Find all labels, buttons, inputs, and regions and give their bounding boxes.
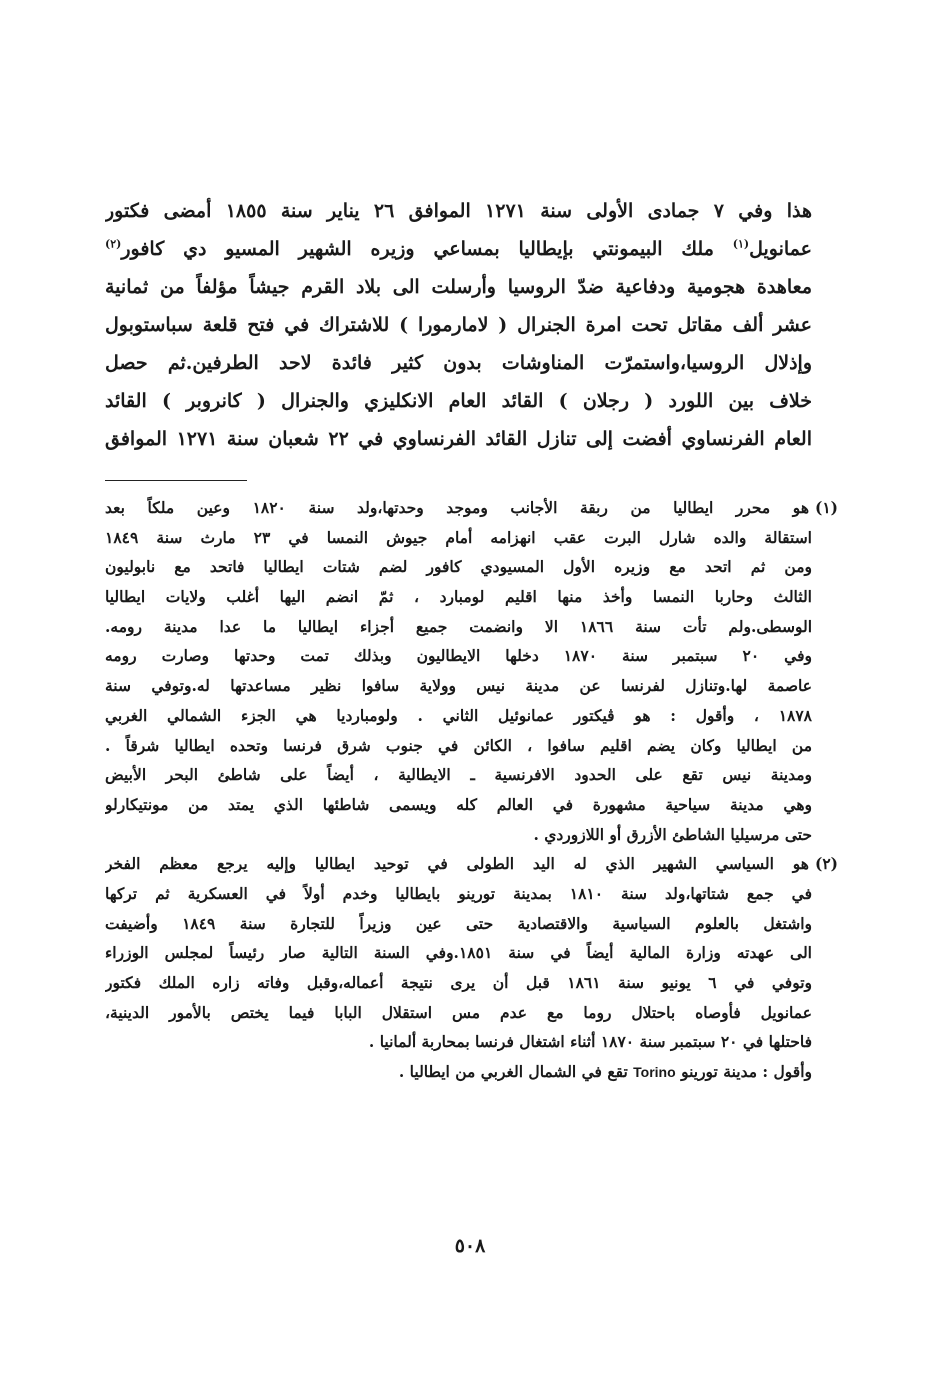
- footnote-2-marker: (٢): [814, 854, 838, 874]
- footnote-2-line-5: وتوفي في ٦ يونيو سنة ١٨٦١ قبل أن يرى نتيجة أعماله،وقبل وفاته زاره الملك فكتور: [105, 973, 812, 992]
- footnote-2-line-3: واشتغل بالعلوم السياسية والاقتصادية حتى عين وزيراً للتجارة سنة ١٨٤٩ وأضيفت: [105, 913, 812, 933]
- footnote-1-line-11: وهي مدينة سياحية مشهورة في العالم كله ويسمى شاطئها الذي يمتد من مونتيكارلو: [105, 794, 812, 814]
- footnote-1-line-1: [105, 493, 838, 523]
- footnote-1-line-5: الوسطى.ولم تأت سنة ١٨٦٦ الا وانضمت جميع أجزاء ايطاليا ما عدا مدينة رومه.: [105, 616, 812, 636]
- main-line-4: عشر ألف مقاتل تحت امرة الجنرال ( لامارمورا ) للاشتراك في فتح قلعة سباستوبول: [105, 314, 812, 336]
- footnote-1-line-8: ١٨٧٨ ، وأقول : هو ڤيكتور عمانوئيل الثاني . ولومبارديا هي الجزء الشمالي الغربي: [105, 705, 812, 725]
- footnote-1-line-3: ومن ثم اتحد مع وزيره الأول المسيودي كافور لضم شتات ايطاليا فاتحد مع نابوليون: [105, 557, 812, 577]
- main-line-1: هذا وفي ٧ جمادى الأولى سنة ١٢٧١ الموافق ٢٦ يناير سنة ١٨٥٥ أمضى فكتور: [105, 200, 812, 222]
- footnote-ref-1: (١): [732, 237, 750, 251]
- main-line-5: وإذلال الروسيا،واستمرّت المناوشات بدون كثير فائدة لاحد الطرفين.ثم حصل: [105, 352, 812, 374]
- footnote-separator: [105, 480, 247, 481]
- footnote-1-line-12: حتى مرسيليا الشاطئ الأزرق أو اللازوردي .: [533, 824, 812, 844]
- footnote-1-line-1-text: هو محرر ايطاليا من ربقة الأجانب وموجد وحدتها،ولد سنة ١٨٢٠ وعين ملكاً بعد: [105, 498, 809, 517]
- main-line-6: خلاف بين اللورد ( رجلان ) القائد العام الانكليزي والجنرال ( كانروبر ) القائد: [105, 390, 812, 412]
- footnote-2-line-7: فاحتلها في ٢٠ سبتمبر سنة ١٨٧٠ أثناء اشتغال فرنسا بمحاربة ألمانيا .: [368, 1032, 812, 1052]
- footnote-1-marker: (١): [815, 498, 838, 517]
- footnote-2-line-2: في جمع شتاتها،ولد سنة ١٨١٠ بمدينة تورينو بايطاليا وخدم أولاً في العسكرية ثم تركها: [105, 883, 812, 903]
- footnote-2-line-8-start: وأقول : مدينة تورينو: [675, 1062, 812, 1082]
- footnote-1-line-2: استقالة والده شارل البرت عقب انهزامه أمام جيوش النمسا في ٢٣ مارث سنة ١٨٤٩: [105, 527, 812, 547]
- footnote-2-line-4: الى عهدته وزارة المالية أيضاً في سنة ١٨٥١.وفي السنة التالية صار رئيساً لمجلس الوزراء: [105, 943, 812, 963]
- footnote-2-latin-word: Torino: [633, 1064, 676, 1081]
- footnote-1-line-10: ومدينة نيس تقع على الحدود الافرنسية ـ الايطالية ، أيضاً على شاطئ البحر الأبيض: [105, 765, 812, 785]
- main-line-2-start: عمانويل: [749, 238, 812, 260]
- footnote-1-line-4: الثالث وحاربا النمسا وأخذ منها اقليم لومبارد ، ثمّ انضم اليها أغلب ولايات ايطاليا: [105, 587, 812, 607]
- footnote-2: [105, 849, 838, 1087]
- footnote-2-line-6: عمانويل فأوصاه باحتلال روما مع عدم مس استقلال البابا فيما يختص بالأمور الدينية،: [105, 1002, 812, 1022]
- main-line-3: معاهدة هجومية ودفاعية ضدّ الروسيا وأرسلت الى بلاد القرم جيشاً مؤلفاً من ثمانية: [105, 276, 812, 298]
- main-line-2-middle: ملك البيمونتي بإيطاليا بمساعي وزيره الشهير المسيو دي كافور: [121, 238, 733, 260]
- page-number: ٥٠٨: [454, 1235, 486, 1257]
- main-text: [105, 192, 812, 458]
- footnote-ref-2: (٢): [105, 237, 122, 251]
- footnote-1-line-9: من ايطاليا وكان يضم اقليم سافوا ، الكائن في جنوب شرق فرنسا وتحده ايطاليا شرقاً .: [105, 735, 812, 755]
- main-line-2: [105, 230, 812, 268]
- footnote-1-line-7: عاصمة لها.وتنازل لفرنسا عن مدينة نيس وولاية سافوا نظير مساعدتها له.وتوفي سنة: [105, 676, 812, 696]
- footnote-2-line-1: [105, 849, 838, 879]
- footnote-2-line-8: [105, 1057, 812, 1087]
- main-line-7: العام الفرنساوي أفضت إلى تنازل القائد الفرنساوي في ٢٢ شعبان سنة ١٢٧١ الموافق: [105, 428, 812, 450]
- page-body: [105, 192, 838, 1087]
- footnote-1: [105, 493, 838, 849]
- footnote-1-line-6: وفي ٢٠ سبتمبر سنة ١٨٧٠ دخلها الايطاليون وبذلك تمت وحدتها وصارت رومه: [105, 646, 812, 666]
- footnote-2-line-8-end: تقع في الشمال الغربي من ايطاليا .: [398, 1062, 634, 1082]
- footnote-2-line-1-text: هو السياسي الشهير الذي له اليد الطولى في توحيد ايطاليا وإليه يرجع معظم الفخر: [105, 854, 809, 874]
- footnotes: [105, 493, 838, 1087]
